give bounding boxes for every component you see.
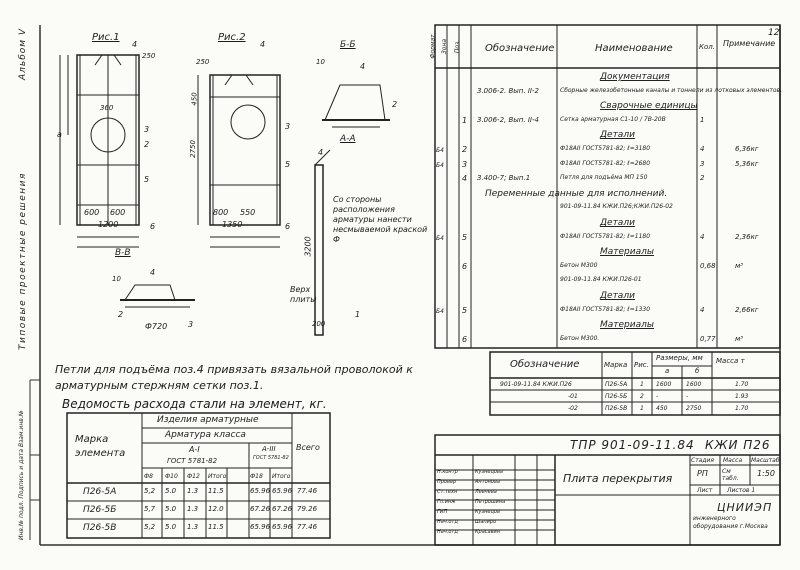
spec-qty: 4 [700,305,705,314]
spec-section-header: Детали [600,291,635,301]
steel-row-total: 79.26 [297,505,318,513]
section-vv-mark: 3 [188,320,194,329]
section-vv-dim: 10 [112,275,121,283]
doc-mark: КЖИ П26 [705,438,771,452]
doc-code: ТПР 901-09-11.84 [570,438,695,452]
doc-title: Плита перекрытия [563,472,673,485]
variant-mass: 1.93 [735,393,749,400]
margin-stamp: Инв.№ подл. Подпись и дата Взам.инв.№ [18,410,25,540]
section-aa-dim: 3200 [303,236,313,257]
steel-title: Ведомость расхода стали на элемент, кг. [62,397,327,411]
spec-designation: 3.400-7; Вып.1 [477,174,531,183]
fig1-mark: 6 [150,222,156,231]
spec-qty: 3 [700,159,705,168]
sheets-header: Листов 1 [727,487,756,494]
variant-a: 1600 [656,381,672,388]
variants-h-a: а [665,367,670,375]
steel-row-total: 77.46 [297,523,318,531]
spec-pos: 1 [462,115,468,125]
variant-mass: 1.70 [735,381,749,388]
spec-header-note: Примечание [723,39,776,48]
steel-col-header: Ф8 [144,473,153,480]
spec-header-qty: Кол. [699,43,715,51]
spec-section-header: Документация [600,72,670,82]
variant-mark: П26-5Б [605,393,628,400]
spec-format: Б4 [436,147,444,154]
section-aa-top-label: Верх плиты [290,285,317,304]
spec-qty: 0,68 [700,261,716,270]
series-label: Типовые проектные решения [18,172,28,350]
section-vv-title: В-В [115,248,131,258]
steel-row-value: 5,2 [144,523,156,531]
spec-name: Петля для подъёма МП 150 [560,174,648,182]
title-block [435,435,780,545]
variants-h-b: б [695,367,700,375]
signer-role: Гл.инж [437,499,456,505]
spec-name: Ф18АII ГОСТ5781-82; ℓ=2680 [560,159,651,167]
fig2-mark: 3 [285,122,291,131]
page-number: 12 [768,28,780,38]
variant-designation: -01 [568,393,578,400]
spec-name: Ф18АII ГОСТ5781-82; ℓ=1180 [560,232,651,240]
signer-role: Нач.отд [437,529,458,535]
steel-row-value: 12.0 [208,505,224,513]
spec-designation: 3.006-2, Вып. II-4 [477,115,539,124]
spec-name: Сетка арматурная С1-10 / 7В-20В [560,115,666,123]
variant-fig: 2 [640,393,644,400]
spec-name: 901-09-11.84 КЖИ.П26-01 [560,276,642,284]
steel-row-value: 11.5 [208,487,224,495]
fig1-title: Рис.1 [92,32,120,43]
variants-h-mark: Марка [604,361,628,369]
steel-col-header: Итого [272,473,291,480]
signer-role: Ст.техн [437,489,458,495]
album-label: Альбом V [18,27,28,80]
variant-b: - [686,393,689,400]
spec-header-format: Формат [429,34,437,59]
variant-mark: П26-5В [605,405,628,412]
spec-note: 2,66кг [735,305,759,314]
steel-col-header: Ф18 [250,473,263,480]
section-aa-mark: 1 [355,310,361,319]
steel-row-mark: П26-5В [83,523,117,533]
spec-section-header: Сварочные единицы [600,101,698,112]
signer-role: Нач.отд [437,519,458,525]
spec-qty: 0,77 [700,334,716,343]
signer-role: Провер [437,479,457,485]
org-sub: инженерного оборудования г.Москва [693,515,768,530]
steel-col-header: Ф12 [187,473,200,480]
variant-b: 1600 [686,381,702,388]
signer-role: Н.контр [437,469,458,475]
signer-name: Левчева [475,489,497,495]
steel-row-value: 67.26 [250,505,271,513]
stage-header: Стадия [691,457,715,464]
spec-format: Б4 [436,234,444,242]
spec-designation: 3.006-2. Вып. II-2 [477,86,539,95]
spec-header-zone: Зона [441,38,449,55]
fig1-dim: 600 [84,208,100,217]
variant-fig: 1 [640,381,644,388]
steel-row-value: 5.0 [165,505,177,513]
variants-h-sizes: Размеры, мм [656,354,703,362]
steel-h-items: Изделия арматурные [157,415,259,425]
scale-value: 1:50 [757,469,775,478]
fig1-mark: 2 [144,140,150,149]
steel-row-value: 11.5 [208,523,224,531]
spec-note: 5,36кг [735,159,759,168]
steel-row-value: 65.96 [250,523,271,531]
fig1-mark: 5 [144,175,150,184]
steel-row-total: 77.46 [297,487,318,495]
steel-h-gost1: ГОСТ 5781-82 [167,457,218,465]
scale-header: Масштаб [751,457,780,464]
steel-row-value: 65.96 [250,487,271,495]
steel-h-a1: А-I [189,445,200,454]
spec-note: м³ [735,261,744,270]
steel-row-value: 1.3 [187,505,199,513]
spec-header-designation: Обозначение [485,43,555,54]
fig1-dim: 360 [100,104,114,112]
fig1-mark: 3 [144,125,150,134]
spec-section-header: Материалы [600,247,654,258]
fig2-dim: 1350 [222,220,243,229]
steel-row-value: 1.3 [187,487,199,495]
spec-format: Б4 [436,307,444,315]
spec-pos: 5 [462,305,468,315]
steel-h-gost3: ГОСТ 5781-82 [253,455,289,461]
lifting-note: Петли для подъёма поз.4 привязать вязальной проволокой к арматурным стержням сетки поз.1. [55,363,413,392]
spec-table [429,25,782,348]
steel-row-value: 5.0 [165,523,177,531]
fig2-dim: 2750 [188,140,197,158]
sheet-header: Лист [697,487,713,494]
steel-h-total: Всего [296,443,320,452]
variant-fig: 1 [640,405,644,412]
fig2-mark: 4 [260,40,266,49]
steel-table [67,413,330,538]
steel-row-value: 1.3 [187,523,199,531]
spec-name: 901-09-11.84 КЖИ.П26;КЖИ.П26-02 [560,203,673,211]
fig2-title: Рис.2 [218,32,246,43]
variants-h-fig: Рис. [634,361,649,369]
variant-designation: 901-09-11.84 КЖИ.П26 [500,381,572,388]
section-aa-mark: 4 [318,148,324,157]
section-aa-note: Со стороны расположения арматуры нанести несмываемой краской Ф [333,195,428,244]
section-bb-mark: 2 [392,100,398,109]
spec-section-header: Детали [600,130,635,141]
mass-value: См табл. [722,468,739,482]
spec-format: Б4 [436,161,444,169]
steel-col-header: Ф10 [165,473,178,480]
section-bb-title: Б-Б [340,40,356,50]
spec-name: Ф18АII ГОСТ5781-82; ℓ=3180 [560,145,651,152]
steel-row-value: 5,7 [144,505,156,513]
steel-col-header: Итого [208,473,227,480]
variants-table [490,352,780,415]
fig1-dim: 1200 [98,220,119,229]
steel-row-value: 67.26 [272,505,293,513]
spec-pos: 4 [462,174,468,184]
section-bb-mark: 4 [360,62,366,71]
spec-pos: 6 [462,261,468,271]
variant-mark: П26-5А [605,381,628,388]
steel-row-value: 5.0 [165,487,177,495]
signer-name: Красавин [475,529,501,535]
spec-name: Ф18АII ГОСТ5781-82; ℓ=1330 [560,305,651,313]
spec-qty: 4 [700,232,705,241]
steel-h-class: Арматура класса [165,430,246,440]
steel-row-value: 65.96 [272,523,293,531]
steel-row-mark: П26-5Б [83,505,117,515]
section-bb-dim: 10 [316,58,325,66]
fig2-dim: 250 [196,58,210,66]
spec-note: м³ [735,334,744,343]
stage-value: РП [697,469,708,478]
section-vv-mark: 2 [118,310,124,319]
fig1-mark: а [57,130,62,139]
fig2-dim: 800 [213,208,229,217]
spec-qty: 1 [700,115,705,124]
signer-name: Кузнецов [475,509,500,515]
fig2-dim: 550 [240,208,256,217]
variant-mass: 1.70 [735,405,749,412]
fig2-mark: 6 [285,222,291,231]
signer-role: ГИП [437,509,448,515]
signer-name: Антонова [475,479,500,485]
mass-header: Масса [723,457,743,464]
spec-name: Бетон М300 [560,261,598,269]
signer-name: Петрошина [475,499,506,505]
fig2-dim: 450 [190,92,199,106]
org-name: ЦНИИЭП [717,501,773,514]
spec-designation: Переменные данные для исполнений. [485,188,668,199]
fig1-dim: 600 [110,208,126,217]
section-aa-dim: 200 [312,320,326,328]
steel-h-a3: А-III [262,445,276,453]
fig1-mark: 4 [132,40,138,49]
fig1-dim: 250 [142,52,156,60]
variant-a: 450 [656,405,668,412]
signer-name: Шапиро [475,519,497,525]
spec-qty: 4 [700,145,705,153]
spec-pos: 5 [462,232,468,242]
spec-name: Сборные железобетонные каналы и тоннели из лотковых элементов. [560,86,782,94]
spec-header-pos: Поз. [454,39,462,54]
steel-row-value: 65.96 [272,487,293,495]
spec-pos: 6 [462,334,468,344]
spec-header-name: Наименование [595,43,673,54]
spec-section-header: Детали [600,218,635,228]
fig2-mark: 5 [285,160,291,169]
section-vv-dim: Ф720 [145,322,168,331]
variant-a: - [656,393,659,400]
variants-h-des: Обозначение [510,359,580,370]
spec-name: Бетон М300. [560,334,600,342]
section-vv-mark: 4 [150,268,156,277]
spec-qty: 2 [700,174,705,183]
variants-h-mass: Масса т [716,357,745,365]
signer-name: Кузнецова [475,469,503,475]
steel-h-mark: Марка элемента [75,434,126,459]
spec-note: 6,36кг [735,145,759,153]
spec-pos: 2 [462,145,468,154]
variant-designation: -02 [568,405,578,412]
steel-row-value: 5,2 [144,487,156,495]
variant-b: 2750 [686,405,702,412]
spec-section-header: Материалы [600,320,654,331]
spec-note: 2,36кг [735,232,759,241]
spec-pos: 3 [462,159,468,169]
steel-row-mark: П26-5А [83,487,117,497]
section-aa-title: А-А [340,134,356,144]
